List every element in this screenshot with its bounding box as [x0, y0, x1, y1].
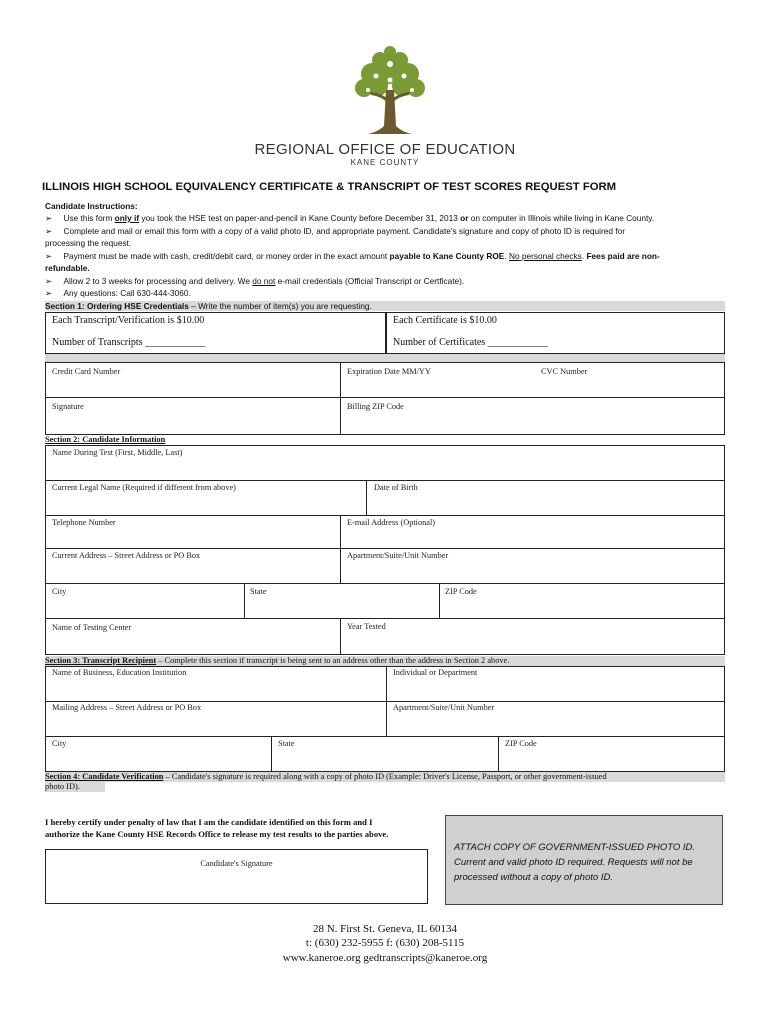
zip-label: ZIP Code — [445, 587, 477, 596]
apartment-label: Apartment/Suite/Unit Number — [347, 551, 449, 560]
address-label: Current Address – Street Address or PO Box — [52, 551, 201, 560]
recipient-state-label: State — [278, 739, 295, 748]
state-label: State — [250, 587, 267, 596]
photo-id-notice — [445, 815, 723, 905]
year-tested-label: Year Tested — [347, 622, 386, 631]
photo-notice-line-2: Current and valid photo ID required. Requests will not be — [454, 857, 693, 868]
section-1-header: Section 1: Ordering HSE Credentials – Write the number of item(s) you are requesting. — [45, 301, 725, 311]
form-title: ILLINOIS HIGH SCHOOL EQUIVALENCY CERTIFICATE & TRANSCRIPT OF TEST SCORES REQUEST FORM — [42, 181, 617, 193]
billing-zip-label: Billing ZIP Code — [347, 402, 404, 411]
year-tested-field[interactable] — [340, 618, 725, 655]
instruction-2-cont: processing the request. — [45, 238, 132, 248]
expiration-label: Expiration Date MM/YY — [347, 367, 431, 376]
candidate-signature-field[interactable] — [45, 849, 428, 904]
section-3-header: Section 3: Transcript Recipient – Complete this section if transcript is being sent to an address other than the address in Section 2 above. — [45, 656, 725, 666]
candidate-signature-label: Candidate's Signature — [200, 859, 273, 868]
certificate-count: Number of Certificates ____________ — [393, 337, 548, 348]
instruction-5: ➢ Any questions: Call 630-444-3060. — [45, 288, 191, 298]
credit-card-label: Credit Card Number — [52, 367, 121, 376]
email-label: E-mail Address (Optional) — [347, 518, 436, 527]
recipient-city-label: City — [52, 739, 67, 748]
cvc-label: CVC Number — [541, 367, 588, 376]
bullet-icon: ➢ — [45, 288, 52, 298]
business-label: Name of Business, Education Institution — [52, 668, 187, 677]
county-name: KANE COUNTY — [350, 158, 420, 167]
instructions-heading: Candidate Instructions: — [45, 201, 138, 211]
bullet-icon: ➢ — [45, 251, 52, 261]
instruction-2: ➢ Complete and mail or email this form with a copy of a valid photo ID, and appropriate payment. Candidate's signature and copy of photo ID is required for — [45, 226, 625, 236]
city-field[interactable] — [45, 583, 245, 619]
legal-name-label: Current Legal Name (Required if different from above) — [52, 483, 236, 492]
recipient-state-field[interactable] — [271, 736, 499, 772]
section-4-header-cont: photo ID). — [45, 782, 105, 792]
mailing-address-label: Mailing Address – Street Address or PO Box — [52, 703, 202, 712]
recipient-zip-label: ZIP Code — [505, 739, 537, 748]
telephone-label: Telephone Number — [52, 518, 116, 527]
dob-field[interactable] — [366, 480, 725, 516]
instruction-1: ➢ Use this form only if you took the HSE test on paper-and-pencil in Kane County before December 31, 2013 or on computer in Illinois while living in Kane County. — [45, 213, 655, 223]
instruction-3-cont: refundable. — [45, 263, 90, 273]
footer-address: 28 N. First St. Geneva, IL 60134 — [312, 923, 458, 935]
dob-label: Date of Birth — [374, 483, 418, 492]
recipient-apartment-label: Apartment/Suite/Unit Number — [393, 703, 495, 712]
transcript-price: Each Transcript/Verification is $10.00 — [52, 315, 205, 326]
name-during-test-label: Name During Test (First, Middle, Last) — [52, 448, 183, 457]
individual-label: Individual or Department — [393, 668, 478, 677]
organization-name: REGIONAL OFFICE OF EDUCATION — [254, 141, 516, 158]
bullet-icon: ➢ — [45, 276, 52, 286]
footer-phone: t: (630) 232-5955 f: (630) 208-5115 — [305, 937, 465, 949]
zip-field[interactable] — [439, 583, 725, 619]
footer-web: www.kaneroe.org gedtranscripts@kaneroe.org — [282, 952, 488, 964]
section-4-header: Section 4: Candidate Verification – Candidate's signature is required along with a copy of photo ID (Example: Driver's License, Passport, or other government-issued — [45, 772, 725, 782]
transcript-count: Number of Transcripts ____________ — [52, 337, 206, 348]
signature-label: Signature — [52, 402, 84, 411]
tree-logo — [340, 40, 440, 140]
recipient-city-field[interactable] — [45, 736, 272, 772]
signature-field[interactable] — [45, 397, 341, 435]
state-field[interactable] — [244, 583, 440, 619]
instruction-4: ➢ Allow 2 to 3 weeks for processing and delivery. We do not e-mail credentials (Official Transcript or Certficate). — [45, 276, 465, 286]
photo-notice-line-1: ATTACH COPY OF GOVERNMENT-ISSUED PHOTO ID. — [454, 842, 696, 853]
section-1-spacer — [45, 354, 725, 362]
certificate-price: Each Certificate is $10.00 — [393, 315, 497, 326]
bullet-icon: ➢ — [45, 226, 52, 236]
testing-center-label: Name of Testing Center — [52, 623, 132, 632]
section-2-header: Section 2: Candidate Information — [45, 435, 166, 444]
photo-notice-line-3: processed without a copy of photo ID. — [454, 872, 613, 883]
city-label: City — [52, 587, 67, 596]
certification-line-2: authorize the Kane County HSE Records Office to release my test results to the parties above. — [45, 829, 389, 839]
instruction-3: ➢ Payment must be made with cash, credit/debit card, or money order in the exact amount payable to Kane County ROE. No personal checks. Fees paid are non- — [45, 251, 660, 261]
bullet-icon: ➢ — [45, 213, 52, 223]
certification-line-1: I hereby certify under penalty of law that I am the candidate identified on this form and I — [45, 817, 373, 827]
